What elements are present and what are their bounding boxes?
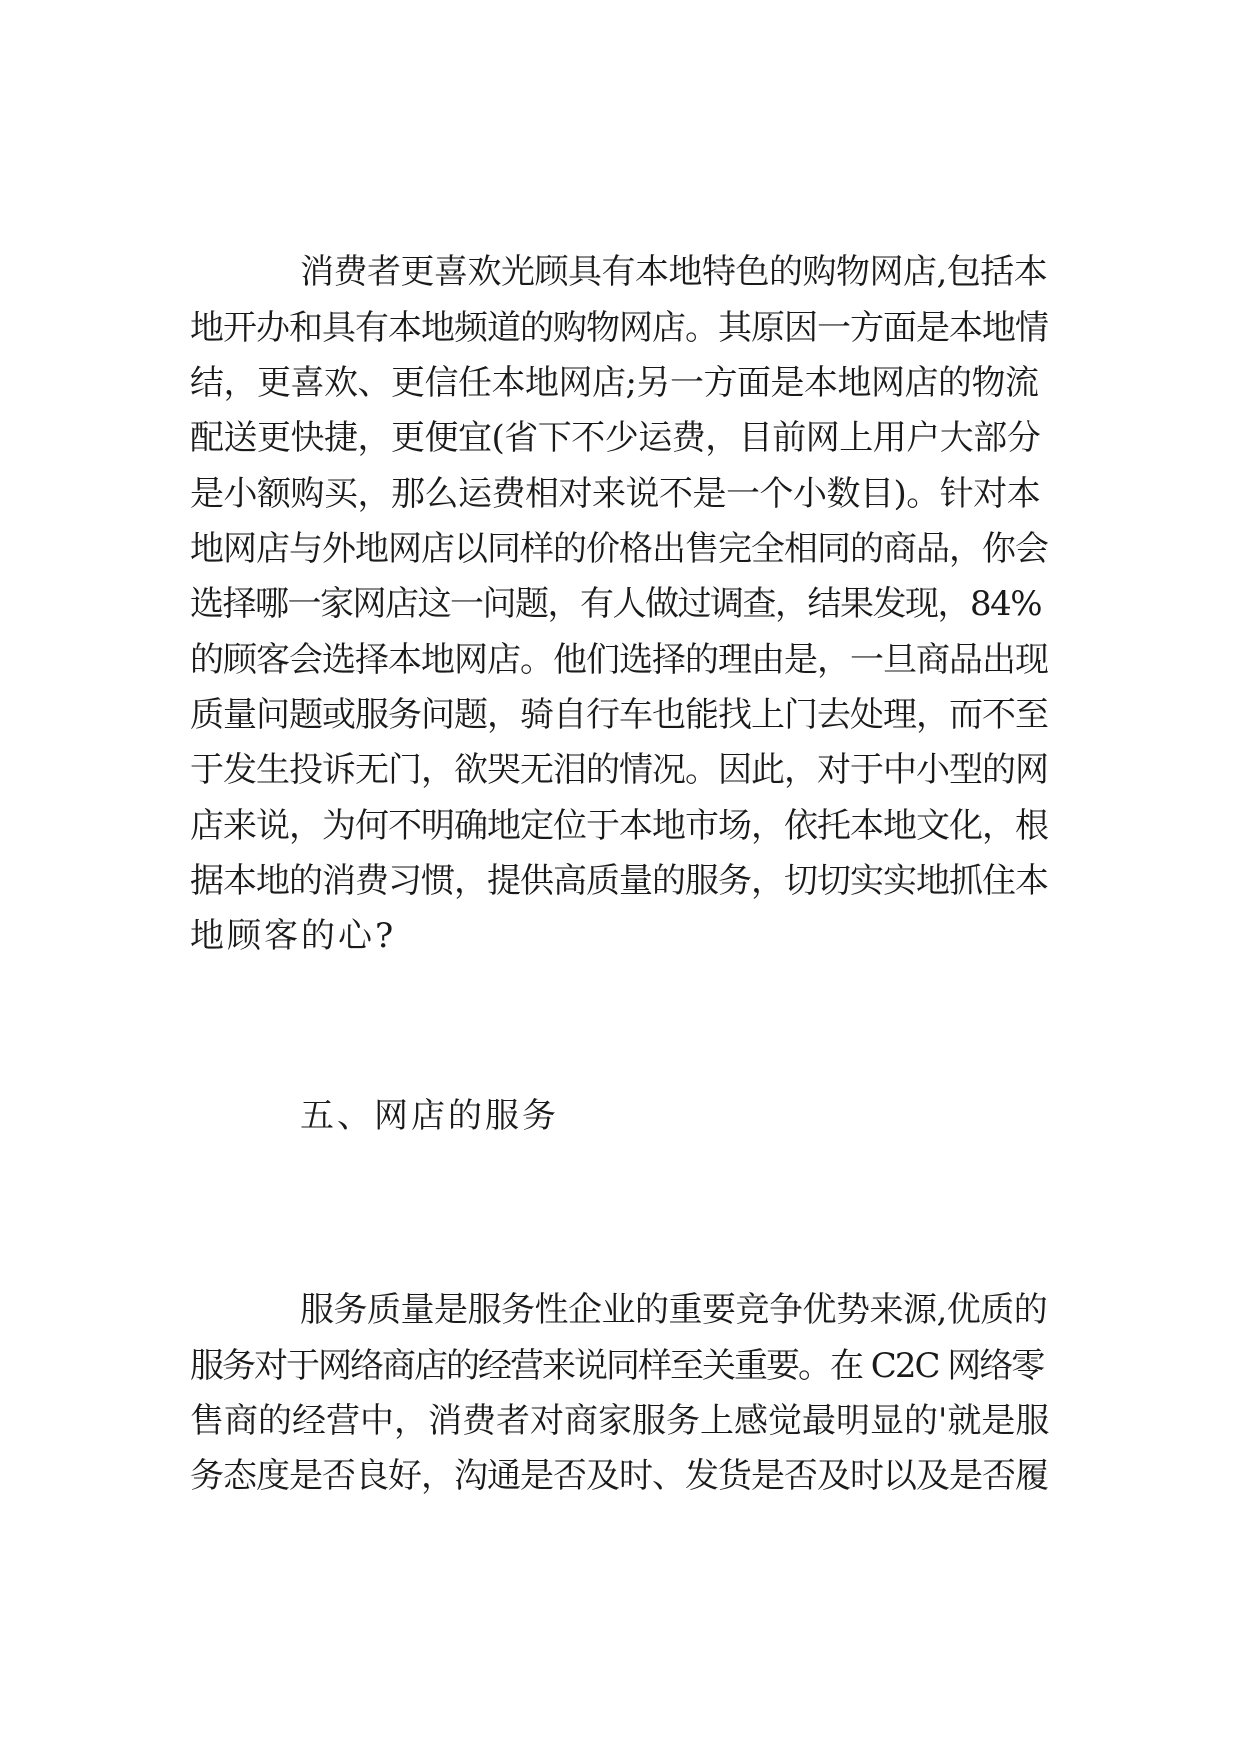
text-line: 地网店与外地网店以同样的价格出售完全相同的商品，你会 <box>190 529 1048 569</box>
text-line: 服务对于网络商店的经营来说同样至关重要。在 C2C 网络零 <box>190 1346 1044 1386</box>
text-line: 结，更喜欢、更信任本地网店;另一方面是本地网店的物流 <box>190 363 1039 403</box>
text-line: 据本地的消费习惯，提供高质量的服务，切切实实地抓住本 <box>190 861 1048 901</box>
section-heading: 五、网店的服务 <box>300 1096 559 1136</box>
text-line: 是小额购买，那么运费相对来说不是一个小数目)。针对本 <box>190 474 1041 514</box>
text-line: 地开办和具有本地频道的购物网店。其原因一方面是本地情 <box>190 308 1048 348</box>
text-line: 消费者更喜欢光顾具有本地特色的购物网店,包括本 <box>300 252 1048 292</box>
text-line: 售商的经营中，消费者对商家服务上感觉最明显的'就是服 <box>190 1401 1050 1441</box>
text-line: 于发生投诉无门，欲哭无泪的情况。因此，对于中小型的网 <box>190 750 1048 790</box>
text-line: 质量问题或服务问题，骑自行车也能找上门去处理，而不至 <box>190 695 1048 735</box>
text-line: 服务质量是服务性企业的重要竞争优势来源,优质的 <box>300 1290 1048 1330</box>
text-line: 店来说，为何不明确地定位于本地市场，依托本地文化，根 <box>190 806 1048 846</box>
text-line: 选择哪一家网店这一问题，有人做过调查，结果发现，84% <box>190 584 1042 624</box>
text-line: 务态度是否良好，沟通是否及时、发货是否及时以及是否履 <box>190 1456 1048 1496</box>
text-line: 的顾客会选择本地网店。他们选择的理由是，一旦商品出现 <box>190 640 1048 680</box>
text-line: 配送更快捷，更便宜(省下不少运费，目前网上用户大部分 <box>190 418 1041 458</box>
text-line: 地顾客的心? <box>190 916 397 956</box>
